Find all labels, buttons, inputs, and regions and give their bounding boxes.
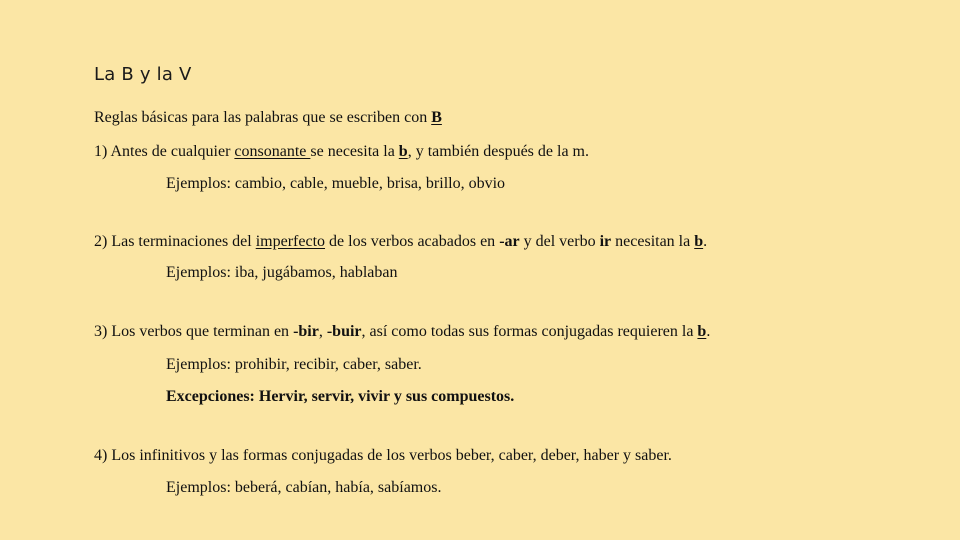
rule-1-underlined: consonante bbox=[234, 143, 311, 160]
rule-3-letter: b bbox=[697, 323, 707, 340]
rule-2-part: 2) Las terminaciones del bbox=[94, 233, 256, 250]
rule-3 bbox=[94, 322, 710, 342]
intro-letter: B bbox=[431, 109, 442, 126]
rule-2-underlined: imperfecto bbox=[255, 233, 326, 250]
rule-2-bold: -ar bbox=[499, 233, 520, 250]
rule-3-bold: -bir bbox=[293, 323, 319, 340]
rule-1-examples: Ejemplos: cambio, cable, mueble, brisa, brillo, obvio bbox=[166, 175, 506, 192]
rule-1-part: se necesita la bbox=[310, 143, 399, 160]
intro-line bbox=[94, 108, 442, 128]
rule-3-part: 3) Los verbos que terminan en bbox=[94, 323, 294, 340]
rule-2-examples: Ejemplos: iba, jugábamos, hablaban bbox=[166, 264, 398, 281]
rule-1-part: 1) Antes de cualquier bbox=[94, 143, 235, 160]
rule-2-bold: ir bbox=[599, 233, 612, 250]
intro-text: Reglas básicas para las palabras que se escriben con bbox=[94, 109, 432, 126]
rule-1-letter: b bbox=[398, 143, 408, 160]
rule-2-part: . bbox=[703, 233, 708, 250]
rule-1-part: , y también después de la m. bbox=[407, 143, 589, 160]
rule-2 bbox=[94, 232, 707, 252]
rule-3-part: , bbox=[318, 323, 327, 340]
rule-2-letter: b bbox=[694, 233, 704, 250]
rule-2-part: y del verbo bbox=[519, 233, 600, 250]
rule-3-part: , así como todas sus formas conjugadas requieren la bbox=[361, 323, 698, 340]
rule-4-examples: Ejemplos: beberá, cabían, había, sabíamos. bbox=[166, 479, 442, 496]
rule-2-part: necesitan la bbox=[611, 233, 695, 250]
slide-title: La B y la V bbox=[94, 64, 192, 85]
rule-3-bold: -buir bbox=[326, 323, 362, 340]
rule-3-part: . bbox=[706, 323, 711, 340]
rule-2-part: de los verbos acabados en bbox=[325, 233, 500, 250]
rule-4: 4) Los infinitivos y las formas conjugadas de los verbos beber, caber, deber, haber y saber. bbox=[94, 447, 672, 464]
rule-3-examples: Ejemplos: prohibir, recibir, caber, saber. bbox=[166, 356, 422, 373]
rule-1 bbox=[94, 142, 589, 162]
rule-3-exceptions: Excepciones: Hervir, servir, vivir y sus compuestos. bbox=[166, 388, 515, 405]
